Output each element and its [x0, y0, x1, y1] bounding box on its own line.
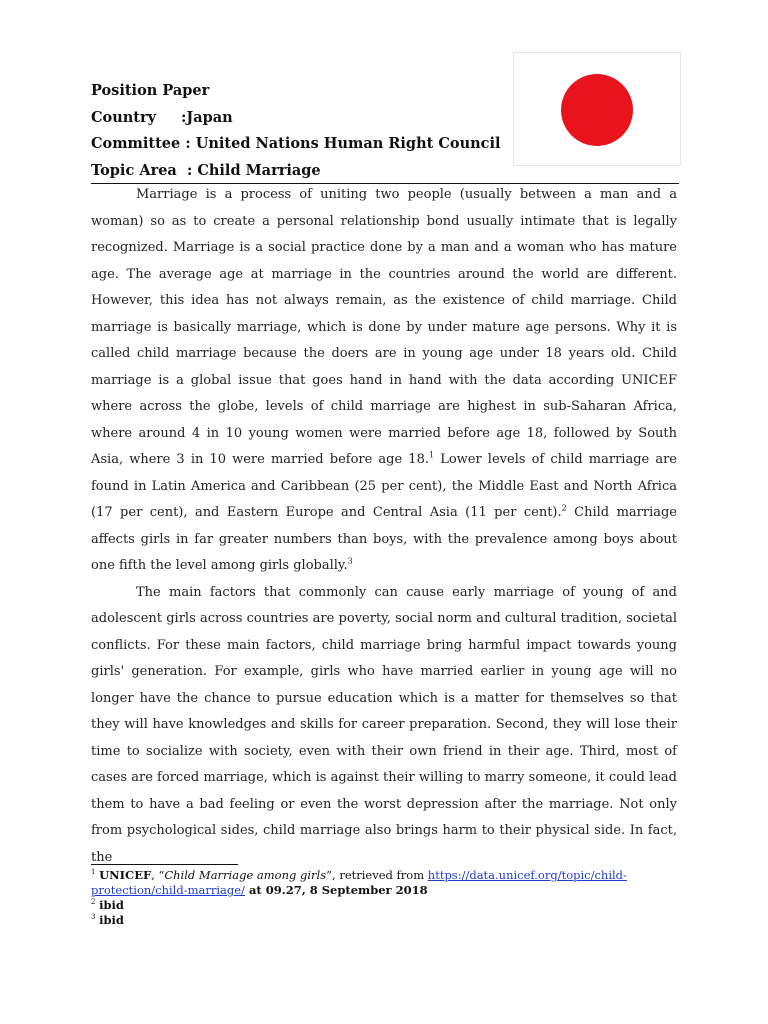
footnote-separator — [91, 864, 238, 865]
japan-flag-svg — [514, 53, 680, 165]
footnote-1-link[interactable]: https://data.unicef.org/topic/child-protection/child-marriage/ — [91, 868, 627, 897]
footnote-3 — [91, 913, 651, 928]
header-sep-committee: : — [180, 135, 196, 152]
paragraph-1-text-b: Lower levels of child marriage are found in Latin America and Caribbean (25 per cent), the Middle East and North Africa (17 per cent), and Eastern Europe and Central Asia (11 per cent). — [91, 452, 677, 520]
header-row-topic — [91, 158, 511, 185]
footnote-3-number: 3 — [91, 913, 96, 922]
footnotes — [91, 868, 651, 928]
header-row-committee — [91, 131, 511, 158]
header-value-country: Japan — [186, 108, 233, 126]
footnote-2-text: ibid — [99, 898, 124, 912]
header-label-country: Country — [91, 108, 157, 126]
paragraph-1-text-c: Child marriage affects girls in far greater numbers than boys, with the prevalence among boys about one fifth the level among girls globally. — [91, 505, 678, 573]
header-value-committee: United Nations Human Right Council — [195, 135, 501, 152]
footnote-2 — [91, 898, 651, 913]
header-title: Position Paper — [91, 82, 210, 99]
footnote-1-sep2: ”, retrieved from — [326, 868, 428, 882]
header-sep-topic: : — [176, 161, 198, 179]
footnote-1-sep1: , “ — [151, 868, 165, 882]
footnote-1-number: 1 — [91, 868, 96, 877]
position-paper-header — [91, 78, 511, 184]
footnote-ref-2: 2 — [561, 503, 567, 513]
footnote-ref-1: 1 — [428, 450, 435, 460]
body-text — [91, 182, 677, 871]
paragraph-2: The main factors that commonly can cause early marriage of young of and adolescent girls across countries are poverty, social norm and cultural tradition, societal conflicts. For these main factors, child marriage bring harmful impact towards young girls' generation. For example, girls who have married earlier in young age will no longer have the chance to pursue education which is a matter for themselves so that they will have knowledges and skills for career preparation. Second, they will lose their time to socialize with society, even with their own friend in their age. Third, most of cases are forced marriage, which is against their willing to marry someone, it could lead them to have a bad feeling or even the worst depression after the marriage. Not only from psychological sides, child marriage also brings harm to their physical side. In fact, the — [91, 584, 677, 865]
footnote-ref-3: 3 — [347, 556, 353, 566]
japan-flag-icon — [513, 52, 681, 166]
flag-red-disc — [561, 74, 633, 146]
footnote-1-title: Child Marriage among girls — [164, 868, 327, 882]
footnote-1-source: UNICEF — [99, 868, 152, 882]
header-value-topic: Child Marriage — [197, 161, 321, 179]
header-label-topic: Topic Area — [91, 161, 177, 179]
paragraph-1 — [91, 182, 677, 580]
header-sep-country: : — [181, 108, 187, 126]
header-row-title — [91, 78, 511, 105]
footnote-1-retrieved-date: at 09.27, 8 September 2018 — [244, 883, 428, 897]
header-label-committee: Committee — [91, 135, 181, 152]
paragraph-1-text-a: Marriage is a process of uniting two people (usually between a man and a woman) so as to create a personal relationship bond usually intimate that is legally recognized. Marriage is a social practice done by a man and a woman who has mature age. The average age at marriage in the countries around the world are different. However, this idea has not always remain, as the existence of child marriage. Child marriage is basically marriage, which is done by under mature age persons. Why it is called child marriage because the doers are in young age under 18 years old. Child marriage is a global issue that goes hand in hand with the data according UNICEF where across the globe, levels of child marriage are highest in sub-Saharan Africa, where around 4 in 10 young women were married before age 18, followed by South Asia, where 3 in 10 were married before age 18. — [91, 187, 677, 467]
header-row-country — [91, 105, 511, 132]
footnote-1 — [91, 868, 651, 898]
footnote-2-number: 2 — [91, 898, 96, 907]
footnote-3-text: ibid — [99, 913, 124, 927]
